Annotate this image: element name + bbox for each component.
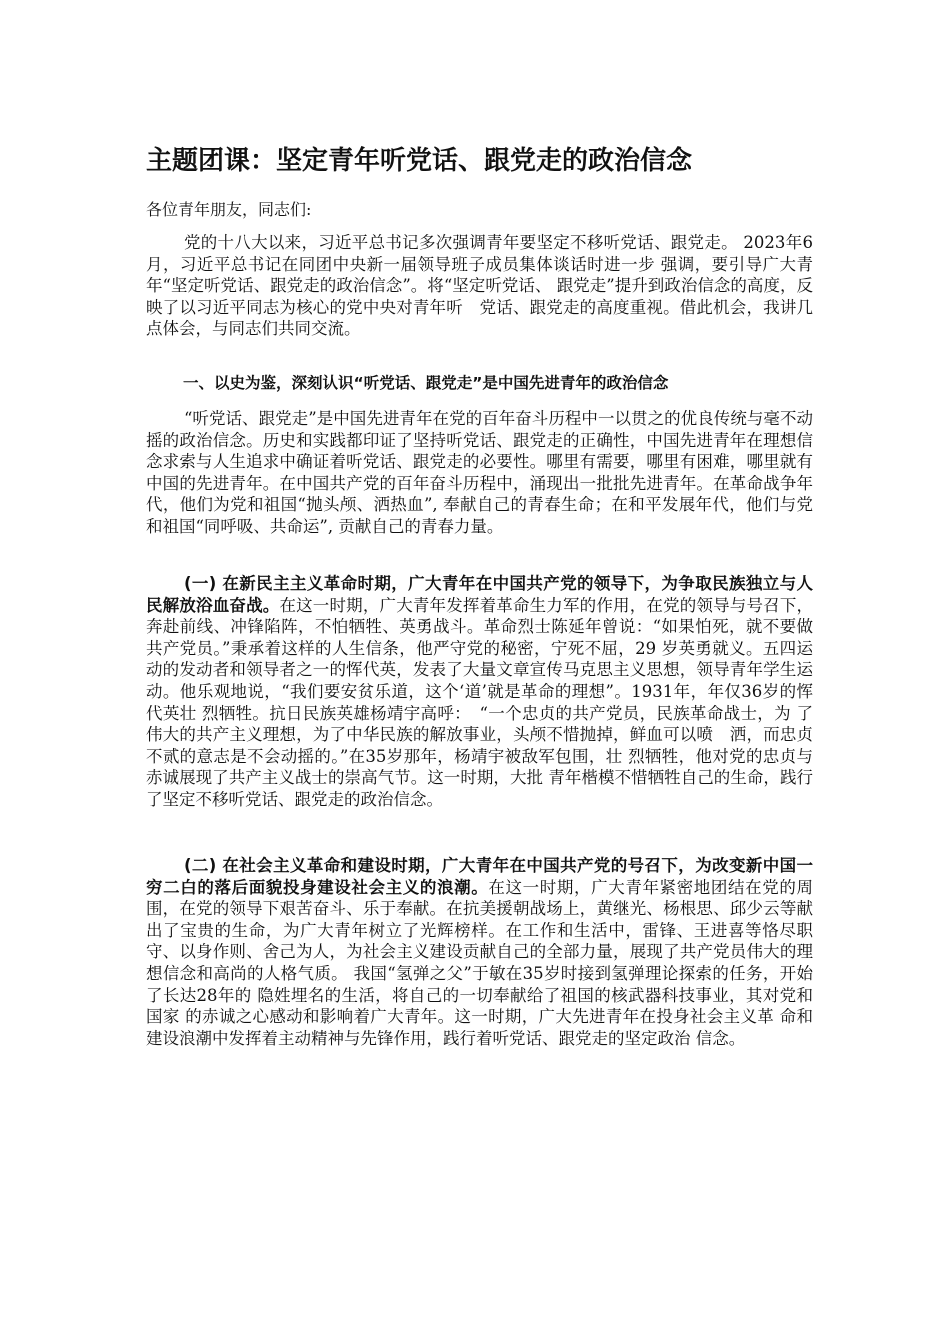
part-1-body: 在这一时期，广大青年发挥着革命生力军的作用，在党的领导与号召下，奔赴前线、冲锋陷阵，不怕牺牲、英勇战斗。革命烈士陈延年曾说：“如果怕死，就不要做共产党员。”秉承着这样的人生信条，他严守党的秘密，宁死不屈，29 岁英勇就义。五四运动的发动者和领导者之一的恽代英，发表了大量文章宣传马克思主义思想，领导青年学生运动。他乐观地说，“我们要安贫乐道，这个‘道’就是革命的理想”。1931年，年仅36岁的恽代英壮 烈牺牲。抗日民族英雄杨靖宇高呼： “一个忠贞的共产党员，民族革命战士，为 了伟大的共产主义理想，为了中华民族的解放事业，头颅不惜抛掉，鲜血可以喷 洒，而忠贞不贰的意志是不会动摇的。”在35岁那年，杨靖宇被敌军包围，壮 烈牺牲，他对党的忠贞与赤诚展现了共产主义战士的崇高气节。这一时期，大批 青年楷模不惜牺牲自己的生命，践行了坚定不移听党话、跟党走的政治信念。 <box>146 595 814 809</box>
part-1-paragraph <box>146 573 813 811</box>
section-heading-1: 一、以史为鉴，深刻认识“听党话、跟党走”是中国先进青年的政治信念 <box>183 374 669 392</box>
part-2-body: 在这一时期，广大青年紧密地团结在党的周围，在党的领导下艰苦奋斗、乐于奉献。在抗美援朝战场上，黄继光、杨根思、邱少云等献出了宝贵的生命，为广大青年树立了光辉榜样。在工作和生活中，雷锋、王进喜等恪尽职守、以身作则、舍己为人，为社会主义建设贡献自己的全部力量，展现了共产党员伟大的理想信念和高尚的人格气质。 我国“氢弹之父”于敏在35岁时接到氢弹理论探索的任务，开始了长达28年的 隐姓埋名的生活，将自己的一切奉献给了祖国的核武器科技事业，其对党和国家 的赤诚之心感动和影响着广大青年。这一时期，广大先进青年在投身社会主义革 命和建设浪潮中发挥着主动精神与先锋作用，践行着听党话、跟党走的坚定政治 信念。 <box>146 877 814 1048</box>
salutation: 各位青年朋友，同志们: <box>146 200 312 219</box>
section-1-paragraph: “听党话、跟党走”是中国先进青年在党的百年奋斗历程中一以贯之的优良传统与毫不动摇的政治信念。历史和实践都印证了坚持听党话、跟党走的正确性，中国先进青年在理想信念求索与人生追求中确证着听党话、跟党走的必要性。哪里有需要，哪里有困难，哪里就有中国的先进青年。在中国共产党的百年奋斗历程中，涌现出一批批先进青年。在革命战争年代，他们为党和祖国“抛头颅、洒热血”, 奉献自己的青春生命；在和平发展年代，他们与党和祖国“同呼吸、共命运”, 贡献自己的青春力量。 <box>146 409 813 536</box>
intro-paragraph: 党的十八大以来，习近平总书记多次强调青年要坚定不移听党话、跟党走。 2023年6月，习近平总书记在同团中央新一届领导班子成员集体谈话时进一步 强调，要引导广大青年“坚定听党话、跟党走的政治信念”。将“坚定听党话、 跟党走”提升到政治信念的高度，反映了以习近平同志为核心的党中央对青年听 党话、跟党走的高度重视。借此机会，我讲几点体会，与同志们共同交流。 <box>146 233 813 339</box>
part-1-lead: (一) 在新民主主义革命时期，广大青年在中国共产党的领导下，为争取民族独立与人民解放浴血奋战。 <box>146 574 813 615</box>
document-title: 主题团课：坚定青年听党话、跟党走的政治信念 <box>146 146 693 176</box>
part-2-lead: (二) 在社会主义革命和建设时期，广大青年在中国共产党的号召下，为改变新中国一穷二白的落后面貌投身建设社会主义的浪潮。 <box>146 856 813 897</box>
part-2-paragraph <box>146 855 813 1049</box>
